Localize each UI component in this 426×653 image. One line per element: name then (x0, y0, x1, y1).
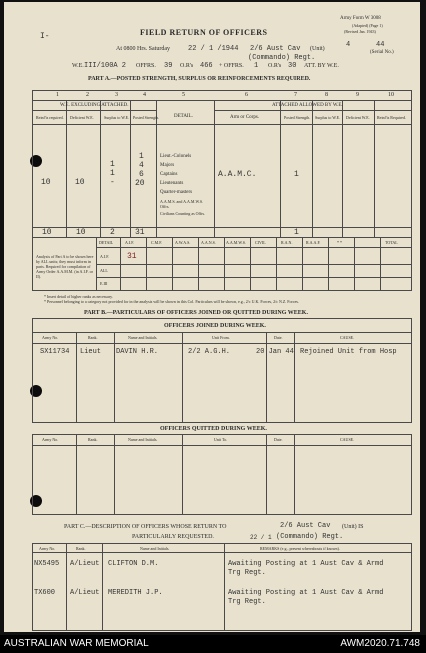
part-c-header-name: Name and Initials. (140, 546, 170, 551)
part-c-row2-rank: A/Lieut (70, 589, 100, 597)
part-c-header-armyno: Army No. (39, 546, 56, 551)
joined-header-name: Name and Initials. (128, 335, 158, 340)
unit-subname: (Commando) Regt. (248, 54, 316, 62)
detail-lt-col: Lieut.-Colonels (160, 154, 192, 159)
col-num-2: 2 (86, 92, 89, 98)
quitted-header-date: Date. (274, 437, 283, 442)
adapted-note: (Adapted) (Page 1) (352, 23, 383, 28)
part-c-row2-armyno: TX600 (34, 589, 56, 597)
posted-value-2: 4 (139, 161, 144, 170)
joined-cause: Rejoined Unit from Hosp (300, 348, 397, 356)
posted2-value: 1 (294, 170, 299, 179)
analysis-row-e3: E.III (100, 281, 108, 286)
form-page (4, 2, 420, 632)
posted-value-1: 1 (139, 152, 144, 161)
col-num-3: 3 (115, 92, 118, 98)
detail-majors: Majors (160, 163, 175, 168)
detail-header: DETAIL. (174, 114, 193, 119)
serial-label: (Serial No.) (370, 50, 394, 55)
joined-header-rank: Rank. (88, 335, 98, 340)
part-a-title: PART A.—POSTED STRENGTH, SURPLUS OR REINFORCEMENTS REQUIRED. (88, 76, 311, 82)
part-c-unit-sub: (Commando) Regt. (276, 533, 344, 541)
surplus2-header: Surplus to W.E. (315, 115, 341, 120)
part-c-row1-name: CLIFTON D.M. (108, 560, 159, 568)
or-label: O.R's (180, 63, 194, 69)
part-c-date: 22 / 1 (250, 534, 272, 541)
serial-value: 44 (376, 41, 385, 49)
archive-footer (0, 635, 426, 653)
footnote-personnel: * Personnel belonging to a category not provided for in the analysis will be shown in this Col. Particulars will be shown, e.g., 2/c U.K. Forces, 2/c N.Z. Forces. (44, 299, 299, 304)
at-hrs-label: At 0800 Hrs. Saturday (116, 46, 170, 52)
part-c-header-rank: Rank. (76, 546, 86, 551)
analysis-header-aans: A.A.N.S. (201, 240, 216, 245)
arm-header: Arm or Corps. (230, 115, 260, 120)
return-date: 22 / 1 /1944 (188, 45, 239, 53)
joined-header-date: Date. (274, 335, 283, 340)
col-num-10: 10 (388, 92, 394, 98)
margin-mark: I- (40, 32, 50, 41)
joined-name: DAVIN H.R. (116, 348, 159, 356)
archive-reference: AWM2020.71.748 (340, 638, 420, 649)
part-c-row1-armyno: NX5495 (34, 560, 60, 568)
unit-name: 2/6 Aust Cav (250, 45, 301, 53)
or-value: 466 (200, 62, 213, 70)
analysis-header-ran: R.A.N. (281, 240, 293, 245)
total-surplus: 2 (110, 228, 115, 237)
or2-value: 30 (288, 62, 297, 70)
analysis-header-raaf: R.A.A.F. (306, 240, 321, 245)
part-c-unit-suffix: (Unit) IS (342, 524, 364, 530)
detail-qm: Quarter-masters (160, 190, 193, 195)
plus-offrs-value: 1 (254, 62, 259, 70)
analysis-header-aif: A.I.F. (125, 240, 135, 245)
posted-value-3: 6 (139, 170, 144, 179)
reinf-header: Reinf'ts required. (36, 115, 64, 120)
analysis-header-total: TOTAL (385, 240, 398, 245)
we-excluding-header: W.E. EXCLUDING ATTACHED. (60, 103, 129, 108)
joined-rank: Lieut (80, 348, 102, 356)
offrs-label: OFFRS. (136, 63, 156, 69)
part-c-title: PART C.—DESCRIPTION OF OFFICERS WHOSE RETURN TO (64, 524, 227, 530)
analysis-header-cmf: C.M.F. (151, 240, 163, 245)
surplus-header: Surplus to W.E. (104, 115, 130, 120)
posted-value-4: 20 (135, 179, 145, 188)
plus-offrs-label: + OFFRS. (219, 63, 244, 69)
serial-number: 4 (346, 41, 351, 49)
quitted-header-cause: CAUSE. (340, 437, 355, 442)
footnote-ranks: * Insert detail of higher ranks as necessary. (44, 294, 113, 299)
analysis-header-civil: CIVIL (255, 240, 266, 245)
reinf-value: 10 (41, 178, 51, 187)
col-num-9: 9 (356, 92, 359, 98)
total-posted2: 1 (294, 228, 299, 237)
joined-header-armyno: Army No. (42, 335, 59, 340)
joined-title: OFFICERS JOINED DURING WEEK. (164, 323, 266, 329)
form-title: FIELD RETURN OF OFFICERS (140, 28, 268, 37)
col-num-1: 1 (56, 92, 59, 98)
quitted-header-name: Name and Initials. (128, 437, 158, 442)
part-c-row1-remarks: Awaiting Posting at 1 Aust Cav & Armd (228, 560, 384, 568)
defic-header: Deficient W.E. (70, 115, 94, 120)
we-label: W.E. (72, 63, 84, 69)
attached-allowed-header: ATTACHED ALLOWED BY W.E. (272, 103, 343, 108)
joined-header-unitfrom: Unit From. (212, 335, 230, 340)
detail-civilians: Civilians Counting as Offrs. (160, 211, 206, 216)
or2-label: O.R's (268, 63, 282, 69)
analysis-row-all: ALL (100, 268, 108, 273)
analysis-header-awas: A.W.A.S. (175, 240, 191, 245)
total-reinf: 10 (42, 228, 52, 237)
quitted-title: OFFICERS QUITTED DURING WEEK. (160, 426, 267, 432)
surplus-value-2: 1 (110, 169, 115, 178)
col-num-7: 7 (294, 92, 297, 98)
col-num-5: 5 (182, 92, 185, 98)
part-c-row2-remarks2: Trg Regt. (228, 598, 266, 606)
analysis-header-detail: DETAIL (99, 240, 114, 245)
analysis-row-aif: A.I.F. (100, 254, 110, 259)
total-defic: 10 (76, 228, 86, 237)
defic2-header: Deficient W.E. (346, 115, 370, 120)
joined-unit-from: 2/2 A.G.H. (188, 348, 231, 356)
part-c-unit: 2/6 Aust Cav (280, 522, 331, 530)
total-posted: 31 (135, 228, 145, 237)
army-form-number: Army Form W 3008 (340, 16, 381, 21)
part-c-row1-remarks2: Trg Regt. (228, 569, 266, 577)
analysis-header-other: * * (337, 240, 342, 245)
col-num-6: 6 (245, 92, 248, 98)
we-value: III/100A 2 (84, 62, 127, 70)
unit-suffix: (Unit) (310, 46, 325, 52)
detail-lieutenants: Lieutenants (160, 181, 184, 186)
col-num-4: 4 (143, 92, 146, 98)
att-label: ATT. BY W.E. (304, 63, 339, 69)
posted-header: Posted Strength. (133, 115, 160, 120)
analysis-note: Analysis of Part A to be shown here by ALL units; they must inform in parts. Required for compilation of Army Order A.A.M.M. (in A.I.F. or II). (36, 254, 94, 279)
part-c-header-remarks: REMARKS (e.g., present whereabouts if known). (260, 546, 340, 551)
revised-note: (Revised Jan. 1943) (344, 29, 376, 34)
reinf2-header: Reinf'ts Required. (377, 115, 406, 120)
quitted-header-armyno: Army No. (42, 437, 59, 442)
posted2-header: Posted Strength. (284, 115, 311, 120)
part-c-row2-remarks: Awaiting Posting at 1 Aust Cav & Armd (228, 589, 384, 597)
defic-value: 10 (75, 178, 85, 187)
offrs-value: 39 (164, 62, 173, 70)
arm-value: A.A.M.C. (218, 170, 257, 179)
part-b-title: PART B.—PARTICULARS OF OFFICERS JOINED OR QUITTED DURING WEEK. (84, 310, 308, 316)
detail-aams: A.A.M.S. and A.A.M.W.S. Offrs. (160, 199, 204, 209)
joined-date: 20 Jan 44 (256, 348, 294, 356)
quitted-header-unitto: Unit To. (214, 437, 228, 442)
surplus-value-3: - (110, 178, 115, 187)
detail-captains: Captains (160, 172, 178, 177)
analysis-header-aamws: A.A.M.W.S. (226, 240, 246, 245)
part-c-row2-name: MEREDITH J.P. (108, 589, 163, 597)
joined-header-cause: CAUSE. (340, 335, 355, 340)
part-c-row1-rank: A/Lieut (70, 560, 100, 568)
archive-name: AUSTRALIAN WAR MEMORIAL (4, 638, 149, 649)
quitted-header-rank: Rank. (88, 437, 98, 442)
col-num-8: 8 (325, 92, 328, 98)
joined-army-no: SX11734 (40, 348, 70, 356)
analysis-aif-value: 31 (127, 252, 137, 261)
surplus-value-1: 1 (110, 160, 115, 169)
part-c-line2: PARTICULARLY REQUESTED. (132, 534, 214, 540)
